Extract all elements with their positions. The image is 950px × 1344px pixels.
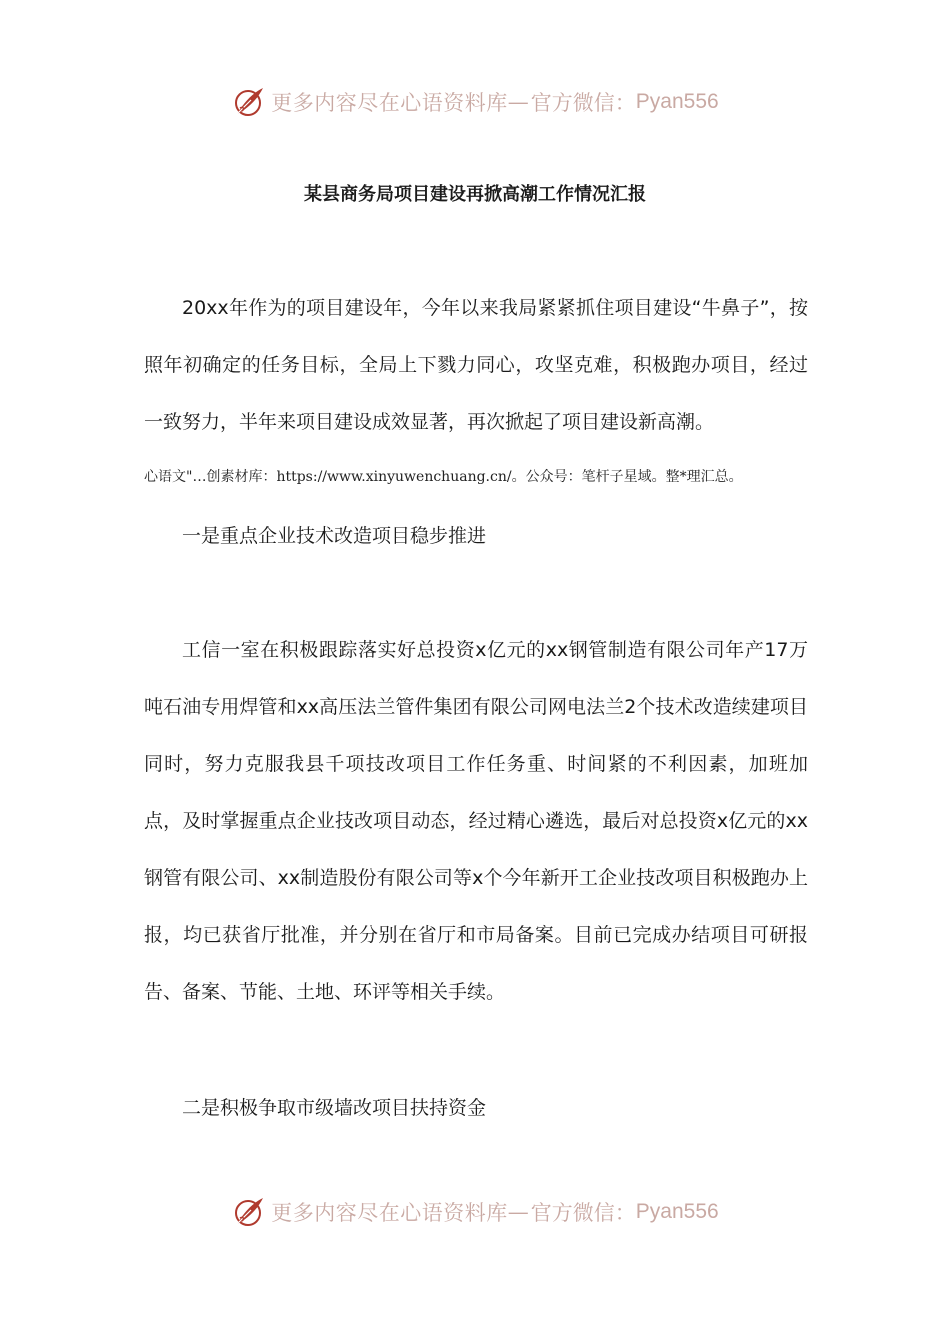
watermark-banner-bottom [0,1190,950,1234]
banner-separator: — [507,90,529,114]
quill-feather-logo-icon [231,1194,267,1230]
banner-text: 更多内容尽在心语资料库 [271,1201,508,1225]
quill-feather-logo-icon [231,84,267,120]
section-heading-1: 一是重点企业技术改造项目稳步推进 [182,525,487,547]
paragraph-tech-upgrade: 工信一室在积极跟踪落实好总投资x亿元的xx钢管制造有限公司年产17万吨石油专用焊管和xx高压法兰管件集团有限公司网电法兰2个技术改造续建项目同时，努力克服我县千项技改项目工作任务重、时间紧的不利因素，加班加点，及时掌握重点企业技改项目动态，经过精心遴选，最后对总投资x亿元的xx钢管有限公司、xx制造股份有限公司等x个今年新开工企业技改项目积极跑办上报，均已获省厅批准，并分别在省厅和市局备案。目前已完成办结项目可研报告、备案、节能、土地、环评等相关手续。 [144,639,808,1003]
section-heading-2: 二是积极争取市级墙改项目扶持资金 [182,1097,487,1119]
document-title: 某县商务局项目建设再掀高潮工作情况汇报 [304,184,646,205]
banner-wechat-label: 官方微信： [530,91,636,115]
watermark-banner-top [0,80,950,124]
banner-wechat-label: 官方微信： [530,1201,636,1225]
banner-text: 更多内容尽在心语资料库 [271,91,508,115]
banner-wechat-id: Pyan556 [635,90,719,113]
paragraph-intro: 20xx年作为的项目建设年，今年以来我局紧紧抓住项目建设“牛鼻子”，按照年初确定的任务目标，全局上下戮力同心，攻坚克难，积极跑办项目，经过一致努力，半年来项目建设成效显著，再次掀起了项目建设新高潮。 [144,297,808,433]
banner-wechat-id: Pyan556 [635,1200,719,1223]
source-note: 心语文"…创素材库：https://www.xinyuwenchuang.cn/。公众号：笔杆子星域。整*理汇总。 [144,469,743,485]
banner-separator: — [507,1200,529,1224]
